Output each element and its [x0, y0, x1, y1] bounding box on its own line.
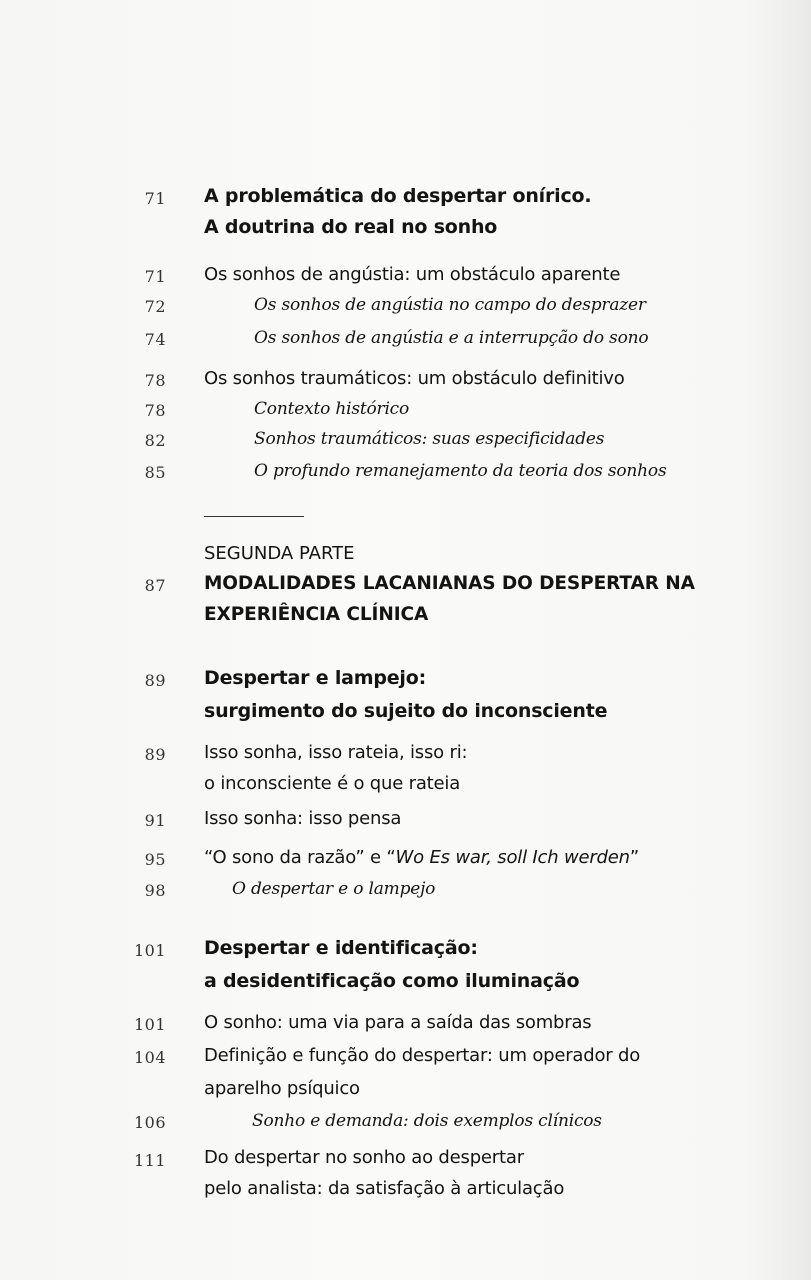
- page-number: 98: [144, 881, 166, 900]
- section-title: Isso sonha: isso pensa: [204, 808, 402, 829]
- page-number: 106: [133, 1113, 166, 1132]
- page-number: 101: [133, 941, 166, 960]
- section-title-line: pelo analista: da satisfação à articulação: [204, 1178, 565, 1199]
- page-number: 72: [144, 297, 166, 316]
- subsection-title: Os sonhos de angústia e a interrupção do sono: [254, 328, 649, 348]
- section-title: Os sonhos traumáticos: um obstáculo definitivo: [204, 368, 625, 389]
- section-title-part: ”: [629, 847, 639, 868]
- chapter-title-line: A problemática do despertar onírico.: [204, 185, 592, 207]
- page-number: 78: [144, 401, 166, 420]
- page-number: 111: [133, 1151, 166, 1170]
- subsection-title: Sonho e demanda: dois exemplos clínicos: [252, 1111, 602, 1131]
- chapter-title-line: Despertar e lampejo:: [204, 667, 426, 689]
- page-number: 71: [144, 189, 166, 208]
- page-number: 101: [133, 1015, 166, 1034]
- section-title-line: aparelho psíquico: [204, 1078, 360, 1099]
- chapter-title-line: A doutrina do real no sonho: [204, 216, 498, 238]
- chapter-title-line: a desidentificação como iluminação: [204, 970, 580, 992]
- page-number: 95: [144, 850, 166, 869]
- section-title: Os sonhos de angústia: um obstáculo aparente: [204, 264, 621, 285]
- subsection-title: O profundo remanejamento da teoria dos sonhos: [254, 461, 667, 481]
- part-divider: [204, 516, 304, 517]
- page-number: 104: [133, 1048, 166, 1067]
- part-title-line: EXPERIÊNCIA CLÍNICA: [204, 604, 429, 625]
- section-title-line: o inconsciente é o que rateia: [204, 773, 461, 794]
- subsection-title: Os sonhos de angústia no campo do desprazer: [254, 295, 646, 315]
- section-title: O sonho: uma via para a saída das sombras: [204, 1012, 592, 1033]
- subsection-title: O despertar e o lampejo: [232, 879, 436, 899]
- part-title-line: MODALIDADES LACANIANAS DO DESPERTAR NA: [204, 573, 695, 594]
- page-number: 82: [144, 431, 166, 450]
- page-number: 91: [144, 811, 166, 830]
- page-number: 85: [144, 463, 166, 482]
- page-number: 74: [144, 330, 166, 349]
- chapter-title-line: surgimento do sujeito do inconsciente: [204, 700, 608, 722]
- section-title: [204, 847, 639, 868]
- page-number: 78: [144, 371, 166, 390]
- part-label: SEGUNDA PARTE: [204, 543, 355, 564]
- section-title-line: Isso sonha, isso rateia, isso ri:: [204, 742, 468, 763]
- section-title-line: Do despertar no sonho ao despertar: [204, 1147, 524, 1168]
- subsection-title: Sonhos traumáticos: suas especificidades: [254, 429, 605, 449]
- section-title-part-italic: Wo Es war, soll Ich werden: [395, 847, 630, 868]
- chapter-title-line: Despertar e identificação:: [204, 937, 478, 959]
- page-number: 89: [144, 745, 166, 764]
- page-number: 87: [144, 576, 166, 595]
- page-number: 71: [144, 267, 166, 286]
- section-title-part: “O sono da razão” e “: [204, 847, 396, 868]
- subsection-title: Contexto histórico: [254, 399, 410, 419]
- page-number: 89: [144, 671, 166, 690]
- section-title-line: Definição e função do despertar: um operador do: [204, 1045, 641, 1066]
